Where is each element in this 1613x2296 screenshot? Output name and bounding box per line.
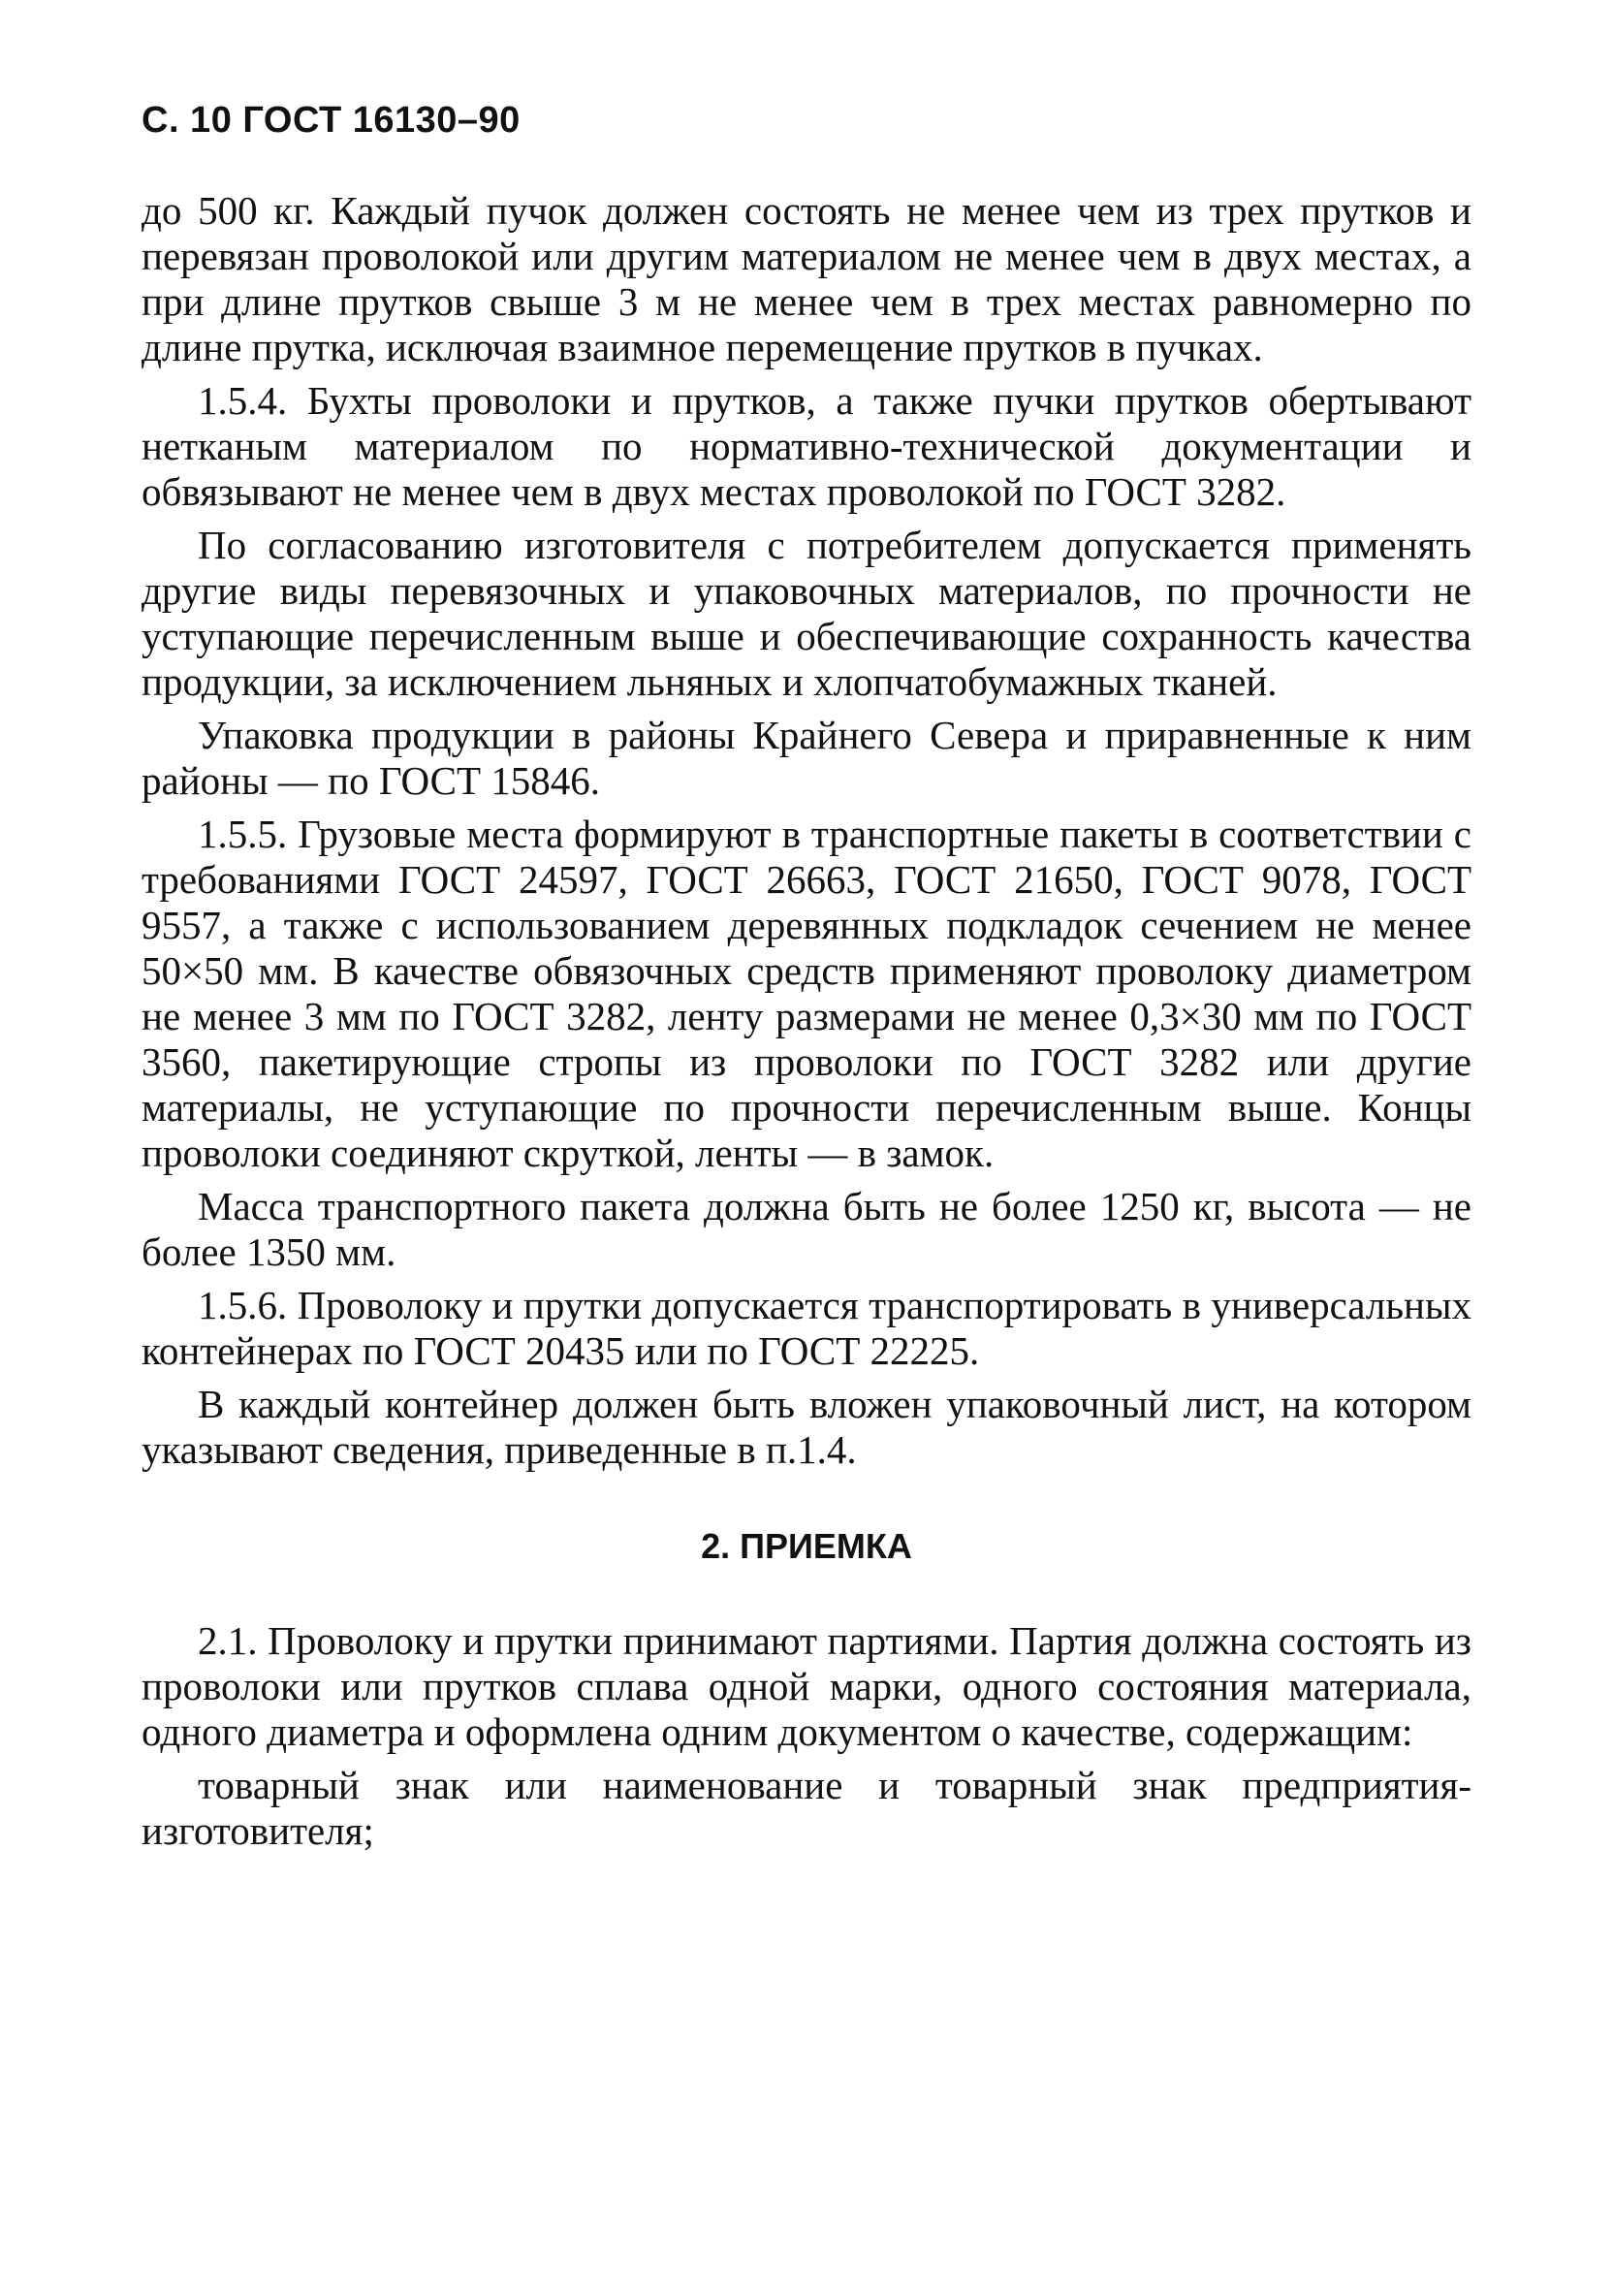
paragraph-trademark: товарный знак или наименование и товарный знак предприятия-изготовителя; — [142, 1763, 1471, 1853]
paragraph-agreement: По согласованию изготовителя с потребителем допускается применять другие виды перевязочных и упаковочных материалов, по прочности не уступающие перечисленным выше и обеспечивающие сохранность качества продукции, за исключением льняных и хлопчатобумажных тканей. — [142, 523, 1471, 704]
paragraph-2-1: 2.1. Проволоку и прутки принимают партиями. Партия должна состоять из проволоки или прутков сплава одной марки, одного состояния материала, одного диаметра и оформлена одним документом о качестве, содержащим: — [142, 1618, 1471, 1754]
paragraph-1-5-4: 1.5.4. Бухты проволоки и прутков, а также пучки прутков обертывают нетканым материалом по нормативно-технической документации и обвязывают не менее чем в двух местах проволокой по ГОСТ 3282. — [142, 378, 1471, 514]
running-header: С. 10 ГОСТ 16130–90 — [142, 100, 521, 141]
document-page — [142, 97, 1471, 1862]
paragraph-far-north: Упаковка продукции в районы Крайнего Севера и приравненные к ним районы — по ГОСТ 15846. — [142, 713, 1471, 803]
paragraph-continuation: до 500 кг. Каждый пучок должен состоять не менее чем из трех прутков и перевязан проволокой или другим материалом не менее чем в двух местах, а при длине прутков свыше 3 м не менее чем в трех местах равномерно по длине прутка, исключая взаимное перемещение прутков в пучках. — [142, 188, 1471, 369]
paragraph-1-5-6: 1.5.6. Проволоку и прутки допускается транспортировать в универсальных контейнерах по ГОСТ 20435 или по ГОСТ 22225. — [142, 1283, 1471, 1373]
paragraph-packing-list: В каждый контейнер должен быть вложен упаковочный лист, на котором указывают сведения, приведенные в п.1.4. — [142, 1382, 1471, 1472]
section-title: 2. ПРИЕМКА — [701, 1526, 912, 1566]
paragraph-package-mass: Масса транспортного пакета должна быть не более 1250 кг, высота — не более 1350 мм. — [142, 1184, 1471, 1274]
paragraph-1-5-5: 1.5.5. Грузовые места формируют в транспортные пакеты в соответствии с требованиями ГОСТ 24597, ГОСТ 26663, ГОСТ 21650, ГОСТ 9078, ГОСТ 9557, а также с использованием деревянных подкладок сечением не менее 50×50 мм. В качестве обвязочных средств применяют проволоку диаметром не менее 3 мм по ГОСТ 3282, ленту размерами не менее 0,3×30 мм по ГОСТ 3560, пакетирующие стропы из проволоки по ГОСТ 3282 или другие материалы, не уступающие по прочности перечисленным выше. Концы проволоки соединяют скруткой, ленты — в замок. — [142, 812, 1471, 1175]
